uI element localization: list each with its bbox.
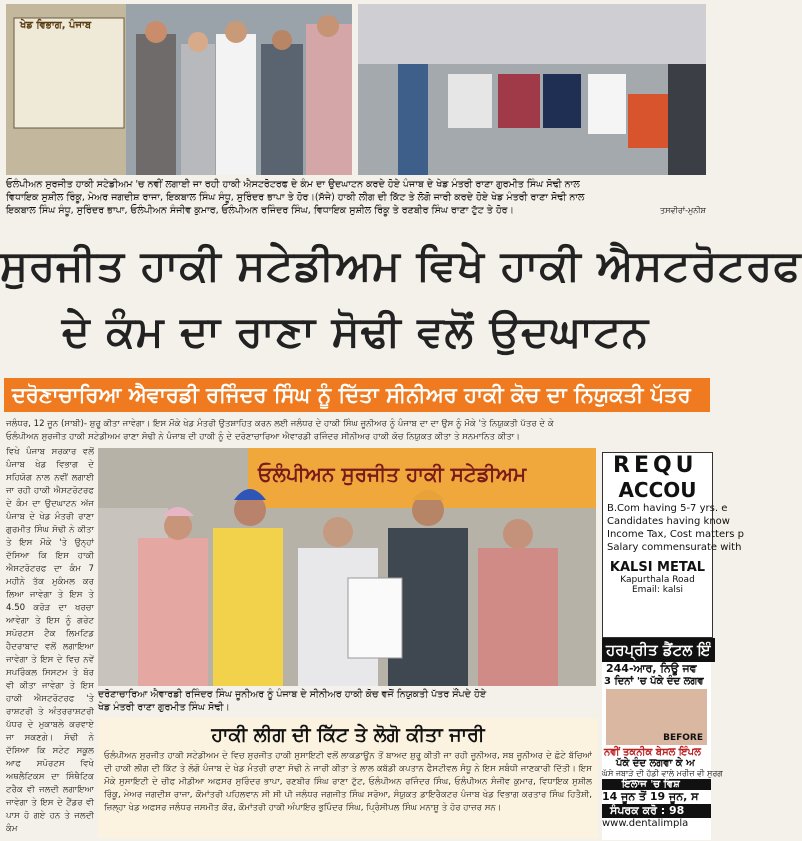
ad-email: Email: kalsi xyxy=(631,585,684,595)
dental-ad-title: ਹਰਪ੍ਰੀਤ ਡੈਂਟਲ ਇੰ xyxy=(602,638,715,662)
photo-credit: ਤਸਵੀਰਾਂ-ਮੁਨੀਸ਼ xyxy=(660,206,706,215)
plaque-text: ਖੇਡ ਵਿਭਾਗ, ਪੰਜਾਬ xyxy=(20,20,92,31)
top-caption-line-1: ਓਲੰਪੀਅਨ ਸੁਰਜੀਤ ਹਾਕੀ ਸਟੇਡੀਅਮ 'ਚ ਨਵੀਂ ਲਗਾਈ ਜਾ ਰਹੀ ਹਾਕੀ ਐਸਟਰੋਟਰਫ ਦੇ ਕੰਮ ਦਾ ਉਦਘਾਟਨ ਕਰਦੇ ਹੋਏ ਪੰਜਾਬ ਦੇ ਖੇਡ ਮੰਤਰੀ ਰਾਣਾ ਗੁਰਮੀਤ ਸਿੰਘ ਸੋਢੀ ਨਾਲ xyxy=(6,179,580,190)
dental-website: www.dentalimpla xyxy=(602,818,689,829)
ad-line-3: Income Tax, Cost matters p xyxy=(607,529,744,540)
center-photo xyxy=(98,448,596,686)
dental-tech: ਨਵੀਂ ਤਕਨੀਕ ਬੇਸਲ ਇੰਪਲ xyxy=(604,747,701,758)
ad-line-1: B.Com having 5-7 yrs. e xyxy=(607,503,728,514)
dental-before-label: BEFORE xyxy=(663,733,703,743)
article-left-column: ਵਿਖੇ ਪੰਜਾਬ ਸਰਕਾਰ ਵਲੋਂ ਪੰਜਾਬ ਖੇਡ ਵਿਭਾਗ ਦੇ ਸਹਿਯੋਗ ਨਾਲ ਨਵੀਂ ਲਗਾਈ ਜਾ ਰਹੀ ਹਾਕੀ ਐਸਟਰੋਟਰਫ ਦੇ ਕੰਮ ਦਾ ਉਦਘਾਟਨ ਅੱਜ ਪੰਜਾਬ ਦੇ ਖੇਡ ਮੰਤਰੀ ਰਾਣਾ ਗੁਰਮੀਤ ਸਿੰਘ ਸੋਢੀ ਨੇ ਕੀਤਾ ਤੇ ਇਸ ਮੌਕੇ 'ਤੇ ਉਨ੍ਹਾਂ ਦੱਸਿਆ ਕਿ ਇਸ ਹਾਕੀ ਐਸਟਰੋਟਰਫ ਦਾ ਕੰਮ 7 ਮਹੀਨੇ ਤੱਕ ਮੁਕੰਮਲ ਕਰ ਲਿਆ ਜਾਵੇਗਾ ਤੇ ਇਸ ਤੇ 4.50 ਕਰੋੜ ਦਾ ਖਰਚਾ ਆਵੇਗਾ ਤੇ ਇਸ ਨੂੰ ਗਰੇਟ ਸਪੋਰਟਸ ਟੈਕ ਲਿਮਟਿਡ ਹੈਦਰਾਬਾਦ ਵਲੋਂ ਲਗਾਇਆ ਜਾਵੇਗਾ ਤੇ ਇਸ ਦੇ ਵਿਚ ਨਵੇਂ ਸਪਰਿੰਕਲ ਸਿਸਟਮ ਤੇ ਬੋਰ ਵੀ ਕੀਤਾ ਜਾਵੇਗਾ ਤੇ ਇਸ ਹਾਕੀ ਐਸਟਰੋਟਰਫ 'ਤੇ ਰਾਸ਼ਟਰੀ ਤੇ ਅੰਤਰਰਾਸ਼ਟਰੀ ਪੱਧਰ ਦੇ ਮੁਕਾਬਲੇ ਕਰਵਾਏ ਜਾ ਸਕਣਗੇ। ਸੋਢੀ ਨੇ ਦੱਸਿਆ ਕਿ ਸਟੇਟ ਸਕੂਲ ਆਫ ਸਪੋਰਟਸ ਵਿਖੇ ਅਥਲੈਟਿਕਸ ਦਾ ਸਿੰਥੈਟਿਕ ਟਰੈਕ ਵੀ ਜਲਦੀ ਲਗਾਇਆ ਜਾਵੇਗਾ ਤੇ ਇਸ ਦੇ ਟੈਂਡਰ ਵੀ ਪਾਸ ਹੋ ਗਏ ਹਨ ਤੇ ਜਲਦੀ ਕੰਮ xyxy=(6,447,94,834)
dental-contact: ਸੰਪਰਕ ਕਰੋ : 98 xyxy=(602,804,711,818)
top-right-photo xyxy=(358,4,706,175)
banner-text: ਓਲੰਪੀਅਨ ਸੁਰਜੀਤ ਹਾਕੀ ਸਟੇਡੀਅਮ xyxy=(258,462,527,486)
kit-launch-photo-graphic xyxy=(358,4,706,175)
ad-acc-heading: ACCOU xyxy=(618,478,697,502)
second-story xyxy=(98,718,598,838)
dental-camp: ਇਲਾਜ 'ਚ ਵਿਸ਼ xyxy=(602,779,711,790)
ad-line-4: Salary commensurate with xyxy=(607,542,742,553)
subheadline-band: ਦਰੋਣਾਚਾਰਿਆ ਐਵਾਰਡੀ ਰਜਿੰਦਰ ਸਿੰਘ ਨੂੰ ਦਿੱਤਾ ਸੀਨੀਅਰ ਹਾਕੀ ਕੋਚ ਦਾ ਨਿਯੁਕਤੀ ਪੱਤਰ xyxy=(4,378,710,412)
top-caption-line-3: ਇਕਬਾਲ ਸਿੰਘ ਸੰਧੂ, ਸੁਰਿੰਦਰ ਭਾਪਾ, ਓਲੰਪੀਅਨ ਸੰਜੀਵ ਕੁਮਾਰ, ਓਲੰਪੀਅਨ ਰਜਿੰਦਰ ਸਿੰਘ, ਵਿਧਾਇਕ ਸੁਸ਼ੀਲ ਰਿੰਕੂ ਤੇ ਰਣਬੀਰ ਸਿੰਘ ਰਾਣਾ ਟੁੱਟ ਤੇ ਹੋਰ। xyxy=(6,205,514,216)
dental-dates: 14 ਜੂਨ ਤੋਂ 19 ਜੂਨ, ਸ xyxy=(602,790,699,803)
ad-address: Kapurthala Road xyxy=(620,575,695,585)
dental-address: 244-ਆਰ, ਨਿਊ ਜਵ xyxy=(606,662,697,675)
recruitment-ad xyxy=(602,452,744,638)
top-left-photo xyxy=(6,4,352,175)
dental-note: ਘੱਸੇ ਜਬਾੜੇ ਦੀ ਹੱਡੀ ਵਾਲੇ ਮਰੀਜ਼ ਵੀ ਸੁਰਗ xyxy=(602,769,723,778)
headline-line-2: ਦੇ ਕੰਮ ਦਾ ਰਾਣਾ ਸੋਢੀ ਵਲੋਂ ਉਦਘਾਟਨ xyxy=(61,307,650,356)
dental-tagline: 3 ਦਿਨਾਂ 'ਚ ਪੱਕੇ ਦੰਦ ਲਗਵ xyxy=(604,676,704,687)
center-caption-line-1: ਦਰੋਣਾਚਾਰਿਆ ਐਵਾਰਡੀ ਰਜਿੰਦਰ ਸਿੰਘ ਜੂਨੀਅਰ ਨੂੰ ਪੰਜਾਬ ਦੇ ਸੀਨੀਅਰ ਹਾਕੀ ਕੋਚ ਵਜੋਂ ਨਿਯੁਕਤੀ ਪੱਤਰ ਸੌਂਪਦੇ ਹੋਏ xyxy=(98,689,487,700)
article-top-row-2: ਓਲੰਪੀਅਨ ਸੁਰਜੀਤ ਹਾਕੀ ਸਟੇਡੀਅਮ ਰਾਣਾ ਸੋਢੀ ਨੇ ਪੰਜਾਬ ਦੀ ਹਾਕੀ ਨੂੰ ਦੇ ਦਰੋਣਾਚਾਰਿਆ ਐਵਾਰਡੀ ਰਜਿੰਦਰ ਸੀਨੀਅਰ ਹਾਕੀ ਕੋਚ ਨਿਯੁਕਤ ਕੀਤਾ ਤੇ ਸਨਮਾਨਿਤ ਕੀਤਾ। xyxy=(6,432,520,442)
dental-tech-2: ਪੱਕੇ ਦੰਦ ਲਗਵਾ ਕੇ ਅ xyxy=(616,758,695,769)
ad-company: KALSI METAL xyxy=(609,560,706,575)
second-story-body: ਓਲੰਪੀਅਨ ਸੁਰਜੀਤ ਹਾਕੀ ਸਟੇਡੀਅਮ ਦੇ ਵਿਚ ਸੁਰਜੀਤ ਹਾਕੀ ਸੁਸਾਇਟੀ ਵਲੋਂ ਲਾਕਡਾਊਨ ਤੋਂ ਬਾਅਦ ਸ਼ੁਰੂ ਕੀਤੀ ਜਾ ਰਹੀ ਜੂਨੀਅਰ, ਸਬ ਜੂਨੀਅਰ ਦੇ ਛੋਟੇ ਬੱਚਿਆਂ ਦੀ ਹਾਕੀ ਲੀਗ ਦੀ ਕਿੱਟ ਤੇ ਲੋਗੋ ਪੰਜਾਬ ਦੇ ਖੇਡ ਮੰਤਰੀ ਰਾਣਾ ਸੋਢੀ ਨੇ ਜਾਰੀ ਕੀਤਾ ਤੇ ਲਾਲ ਕਬੱਡੀ ਕਪਤਾਨ ਫੈਸਟੀਵਲ ਸੰਧੂ ਨੇ ਇਸ ਸਬੰਧੀ ਜਾਣਕਾਰੀ ਦਿੱਤੀ। ਇਸ ਮੌਕੇ ਸੁਸਾਇਟੀ ਦੇ ਚੀਫ ਮੀਡੀਆ ਅਫਸਰ ਸੁਰਿੰਦਰ ਭਾਪਾ, ਰਣਬੀਰ ਸਿੰਘ ਰਾਣਾ ਟੁੱਟ, ਓਲੰਪੀਅਨ ਰਜਿੰਦਰ ਸਿੰਘ, ਓਲੰਪੀਅਨ ਸੰਜੀਵ ਕੁਮਾਰ, ਵਿਧਾਇਕ ਸੁਸ਼ੀਲ ਰਿੰਕੂ, ਮੇਅਰ ਜਗਦੀਸ਼ ਰਾਜਾ, ਕੌਮਾਂਤਰੀ ਪਹਿਲਵਾਨ ਸੀ ਸੀ ਪੀ ਜਲੰਧਰ ਜਗਜੀਤ ਸਿੰਘ ਸਰੋਆ, ਸੰਯੁਕਤ ਡਾਇਰੈਕਟਰ ਪੰਜਾਬ ਖੇਡ ਵਿਭਾਗ ਕਰਤਾਰ ਸਿੰਘ ਹਿਤੈਸ਼ੀ, ਜ਼ਿਲ੍ਹਾ ਖੇਡ ਅਫਸਰ ਜਲੰਧਰ ਜਸਮੀਤ ਕੌਰ, ਕੌਮਾਂਤਰੀ ਹਾਕੀ ਅੰਪਾਇਰ ਭੁਪਿੰਦਰ ਸਿੰਘ, ਪ੍ਰਿੰਸੀਪਲ ਸਿੰਘ ਮਨਾਸ਼ੂ ਤੇ ਹੋਰ ਹਾਜ਼ਰ ਸਨ। xyxy=(104,751,592,813)
ad-req-heading: REQU xyxy=(613,453,698,478)
center-caption-line-2: ਖੇਡ ਮੰਤਰੀ ਰਾਣਾ ਗੁਰਮੀਤ ਸਿੰਘ ਸੋਢੀ। xyxy=(98,702,230,713)
second-story-headline: ਹਾਕੀ ਲੀਗ ਦੀ ਕਿੱਟ ਤੇ ਲੋਗੋ ਕੀਤਾ ਜਾਰੀ xyxy=(211,724,485,746)
headline-line-1: ਸੁਰਜੀਤ ਹਾਕੀ ਸਟੇਡੀਅਮ ਵਿਖੇ ਹਾਕੀ ਐਸਟਰੋਟਰਫ xyxy=(0,241,802,290)
top-caption-line-2: ਵਿਧਾਇਕ ਸੁਸ਼ੀਲ ਰਿੰਕੂ, ਮੇਅਰ ਜਗਦੀਸ਼ ਰਾਜਾ, ਇਕਬਾਲ ਸਿੰਘ ਸੰਧੂ, ਸੁਰਿੰਦਰ ਭਾਪਾ ਤੇ ਹੋਰ।(ਸੱਜੇ) ਹਾਕੀ ਲੀਗ ਦੀ ਕਿੱਟ ਤੇ ਲੋਗੋ ਜਾਰੀ ਕਰਦੇ ਹੋਏ ਖੇਡ ਮੰਤਰੀ ਰਾਣਾ ਸੋਢੀ ਨਾਲ xyxy=(6,192,585,203)
ad-line-2: Candidates having know xyxy=(607,516,730,527)
article-top-row: ਜਲੰਧਰ, 12 ਜੂਨ (ਸਾਬੀ)- ਸ਼ੁਰੂ ਕੀਤਾ ਜਾਵੇਗਾ। ਇਸ ਮੌਕੇ ਖੇਡ ਮੰਤਰੀ ਉਤਸ਼ਾਹਿਤ ਕਰਨ ਲਈ ਜਲੰਧਰ ਦੇ ਹਾਕੀ ਸਿੰਘ ਜੂਨੀਅਰ ਨੂੰ ਪੰਜਾਬ ਦਾ ਦਾ ਉਸ ਨੂੰ ਮੌਕੇ 'ਤੇ ਨਿਯੁਕਤੀ ਪੱਤਰ ਦੇ ਕੇ xyxy=(6,419,554,429)
